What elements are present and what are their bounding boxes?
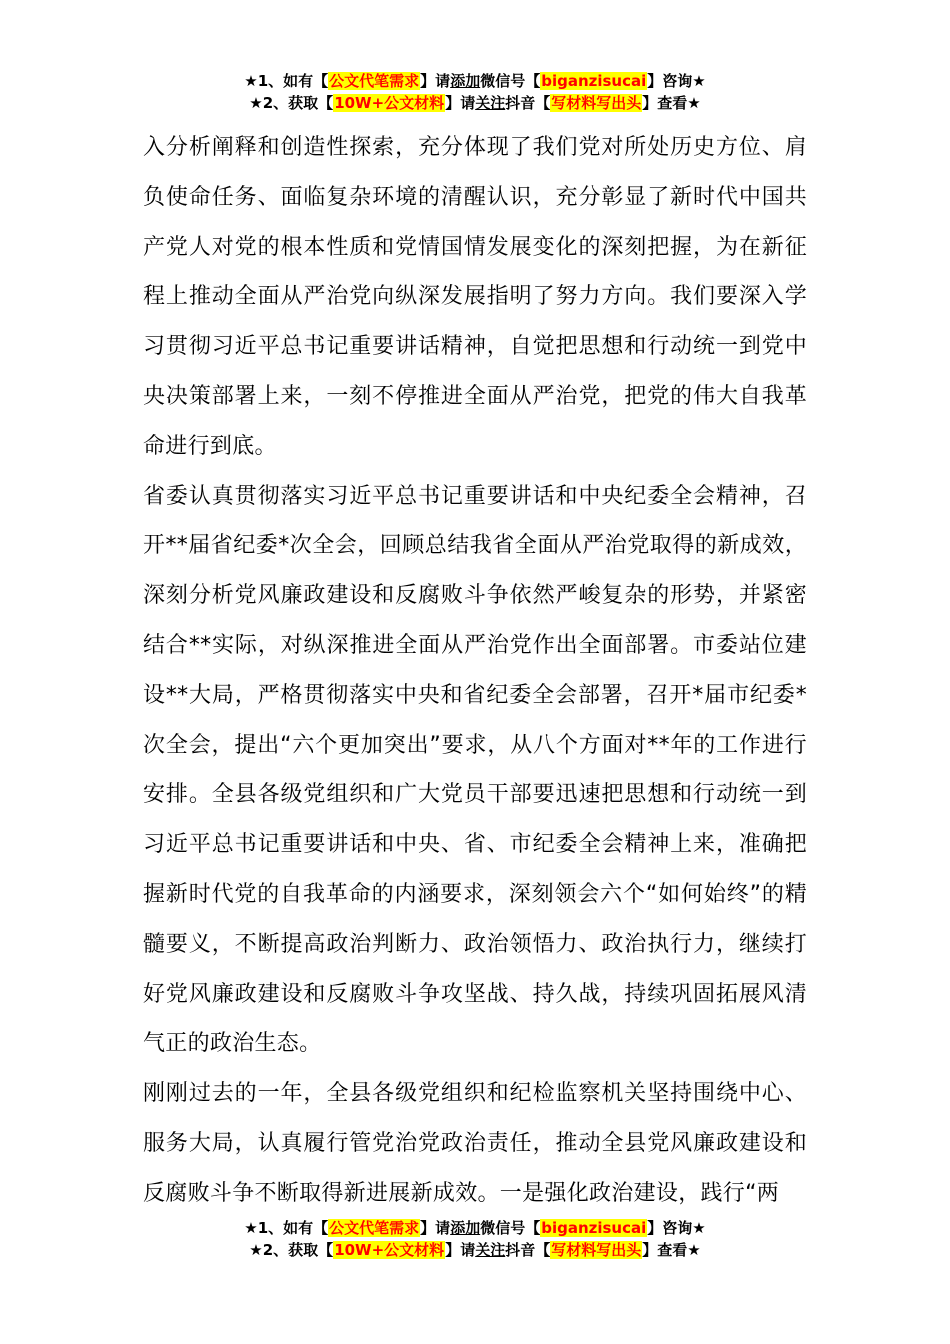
- highlight-materials: 10W+公文材料: [334, 1241, 445, 1259]
- banner-text: 】请: [445, 1241, 476, 1259]
- banner-text: ★2、获取【: [249, 1241, 334, 1259]
- banner-line-1: [0, 1217, 950, 1239]
- banner-text: 】请: [420, 1219, 451, 1237]
- footer-banner: [0, 1217, 950, 1261]
- highlight-douyin-account: 写材料写出头: [551, 94, 642, 112]
- banner-text: ★2、获取【: [249, 94, 334, 112]
- banner-line-1: [0, 70, 950, 92]
- header-banner: [0, 70, 950, 114]
- banner-text: 】查看★: [642, 94, 701, 112]
- underlined-text: 关注: [475, 1241, 506, 1259]
- underlined-text: 关注: [475, 94, 506, 112]
- banner-text: 】请: [445, 94, 476, 112]
- banner-text: ★1、如有【: [244, 1219, 329, 1237]
- highlight-douyin-account: 写材料写出头: [551, 1241, 642, 1259]
- paragraph-2: 省委认真贯彻落实习近平总书记重要讲话和中央纪委全会精神，召开**届省纪委*次全会，回顾总结我省全面从严治党取得的新成效，深刻分析党风廉政建设和反腐败斗争依然严峻复杂的形势，并紧密结合**实际，对纵深推进全面从严治党作出全面部署。市委站位建设**大局，严格贯彻落实中央和省纪委全会部署，召开*届市纪委*次全会，提出“六个更加突出”要求，从八个方面对**年的工作进行安排。全县各级党组织和广大党员干部要迅速把思想和行动统一到习近平总书记重要讲话和中央、省、市纪委全会精神上来，准确把握新时代党的自我革命的内涵要求，深刻领会六个“如何始终”的精髓要义，不断提高政治判断力、政治领悟力、政治执行力，继续打好党风廉政建设和反腐败斗争攻坚战、持久战，持续巩固拓展风清气正的政治生态。: [143, 483, 807, 1057]
- highlight-wechat-id: biganzisucai: [541, 1219, 647, 1237]
- banner-text: 】请: [420, 72, 451, 90]
- underlined-text: 添加: [450, 72, 481, 90]
- banner-line-2: [0, 1239, 950, 1261]
- banner-text: 】查看★: [642, 1241, 701, 1259]
- highlight-materials: 10W+公文材料: [334, 94, 445, 112]
- banner-text: 抖音【: [505, 1241, 551, 1259]
- highlight-wechat-id: biganzisucai: [541, 72, 647, 90]
- paragraph-1: 入分析阐释和创造性探索，充分体现了我们党对所处历史方位、肩负使命任务、面临复杂环境的清醒认识，充分彰显了新时代中国共产党人对党的根本性质和党情国情发展变化的深刻把握，为在新征程上推动全面从严治党向纵深发展指明了努力方向。我们要深入学习贯彻习近平总书记重要讲话精神，自觉把思想和行动统一到党中央决策部署上来，一刻不停推进全面从严治党，把党的伟大自我革命进行到底。: [143, 135, 807, 459]
- banner-text: 】咨询★: [647, 1219, 706, 1237]
- highlight-service: 公文代笔需求: [329, 1219, 420, 1237]
- banner-text: 】咨询★: [647, 72, 706, 90]
- banner-text: 微信号【: [480, 72, 541, 90]
- highlight-service: 公文代笔需求: [329, 72, 420, 90]
- banner-line-2: [0, 92, 950, 114]
- banner-text: ★1、如有【: [244, 72, 329, 90]
- paragraph-3: 刚刚过去的一年，全县各级党组织和纪检监察机关坚持围绕中心、服务大局，认真履行管党治党政治责任，推动全县党风廉政建设和反腐败斗争不断取得新进展新成效。一是强化政治建设，践行“两: [143, 1081, 807, 1206]
- banner-text: 抖音【: [505, 94, 551, 112]
- document-body: [143, 123, 807, 1219]
- banner-text: 微信号【: [480, 1219, 541, 1237]
- underlined-text: 添加: [450, 1219, 481, 1237]
